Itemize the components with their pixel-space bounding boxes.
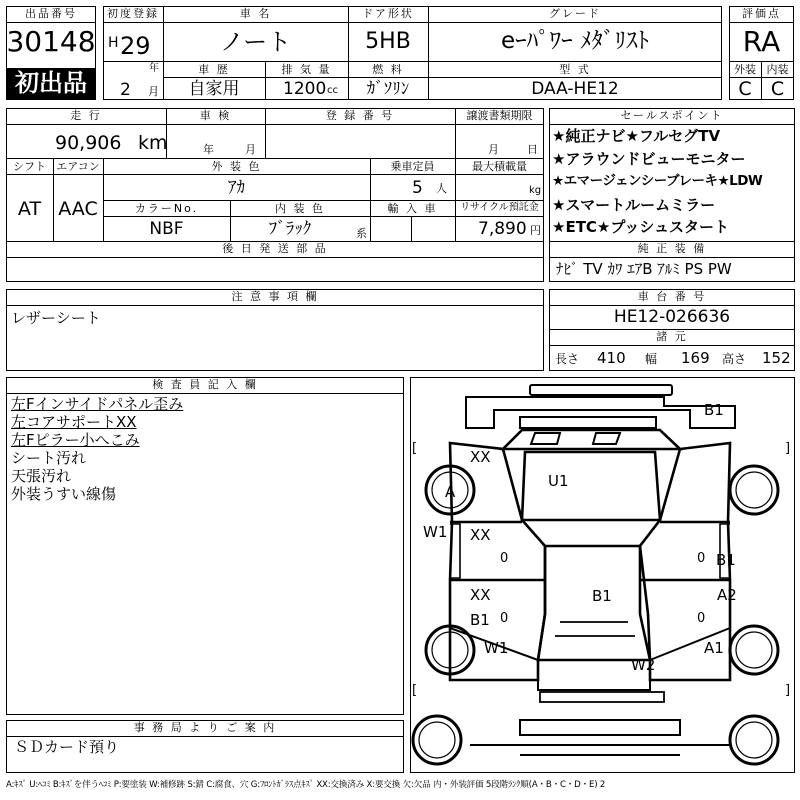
displacement-label: 排 気 量 [281,63,332,76]
shift: AT [17,198,42,220]
ext-color-label: 外 装 色 [211,160,262,173]
mark-a1: A1 [704,639,724,657]
transfer-day-unit: 日 [527,143,538,156]
era-letter: H [108,35,119,51]
length: 410 [597,349,626,367]
model-code: DAA-HE12 [531,79,619,99]
inspector-note: 天張汚れ [11,467,72,485]
width: 169 [681,349,710,367]
sales-point: ★ETC★プッシュスタート [552,218,730,236]
mileage-label: 走 行 [70,109,102,122]
door-label: ドア形状 [362,7,414,20]
inspector-label: 検 査 員 記 入 欄 [152,378,258,391]
int-color: ﾌﾞﾗｯｸ [268,219,312,239]
recycle-label: リサイクル預託金 [460,202,539,213]
int-color-suffix: 系 [356,227,367,240]
bracket-right: ] [785,441,791,456]
mark-u1: U1 [548,472,569,490]
mark-b1-center: B1 [592,587,612,605]
dims-label: 諸 元 [656,330,688,343]
grade-label: グレード [549,7,601,20]
wheel-front-right [730,626,778,674]
later-parts-label: 後 日 発 送 部 品 [222,242,328,255]
grade: eｰﾊﾟﾜｰ ﾒﾀﾞﾘｽﾄ [501,28,649,54]
front-body [450,680,730,690]
mark-w1-lower: W1 [484,639,509,657]
color-no-label: カラーNo. [134,202,199,215]
max-load-unit: kg [529,185,542,196]
mark-b1-lower: B1 [470,611,490,629]
office-label: 事 務 局 よ り ご 案 内 [133,721,277,734]
height: 152 [762,349,791,367]
lot-number: 30148 [6,25,96,58]
air-conditioner: AAC [58,198,98,220]
inspection-label: 車 検 [199,109,232,122]
equipment-list: ﾅﾋﾞ TV ｶﾜ ｴｱB ｱﾙﾐ PS PW [556,260,732,278]
wheel-rear-right [730,466,778,514]
capacity: 5 [412,178,423,198]
interior-label: 内装 [766,63,789,76]
mark-w1-left: W1 [423,523,448,541]
shift-label: シフト [13,160,46,173]
rear-glass [520,417,656,428]
capacity-label: 乗車定員 [390,160,435,173]
sales-points-label: セールスポイント [620,109,724,122]
front-grille [540,692,664,702]
displacement: 1200 [283,79,327,99]
reg-month: 2 [120,80,131,100]
bracket-left: [ [412,683,418,698]
capacity-unit: 人 [436,182,447,195]
ext-color: ｱｶ [228,178,245,198]
roof [522,452,660,520]
rear-window [503,430,680,449]
mark-a2: A2 [717,586,737,604]
color-no: NBF [149,219,184,239]
lot-number-label: 出品番号 [25,7,77,20]
door-type: 5HB [365,29,411,54]
car-name: ノート [219,28,292,56]
mark-b1-rear: B1 [704,401,724,419]
exterior-label: 外装 [734,63,756,76]
fuel: ｶﾞｿﾘﾝ [366,79,410,99]
legend: A:ｷｽﾞ U:ﾍｺﾐ B:ｷｽﾞを伴うﾍｺﾐ P:要塗装 W:補修跡 S:錆 C:腐食、穴 G:ﾌﾛﾝﾄｶﾞﾗｽ点ｷｽﾞ XX:交換済み X:要交換 欠:欠品 内・外装評価 5段階ﾗﾝｸ順(A・B・C・D・E) 2 [6,780,606,790]
sales-point: ★エマージェンシーブレーキ★LDW [552,173,763,189]
equipment-label: 純 正 装 備 [637,242,707,255]
history-label: 車 歴 [198,63,230,76]
first-listing-text: 初出品 [15,69,87,97]
import-label: 輸 入 車 [387,202,438,215]
history: 自家用 [188,79,240,99]
score-label: 評価点 [742,7,781,20]
inspector-note: 左Fピラー小へこみ [11,431,140,449]
length-label: 長さ [555,352,580,366]
overall-score: RA [742,25,781,58]
inspector-note: 左コアサポートXX [11,413,137,431]
recycle-unit: 円 [530,224,541,237]
interior-grade: C [770,78,785,100]
fuel-label: 燃 料 [372,63,404,76]
chassis-number: HE12-026636 [613,307,731,327]
max-load-label: 最大積載量 [472,160,527,173]
reg-year-unit: 年 [149,63,159,74]
mark-xx-tl: XX [470,448,491,466]
recycle-deposit: 7,890 [478,219,527,239]
width-label: 幅 [645,352,658,366]
car-name-label: 車 名 [239,7,272,20]
wheel-bottom-left [413,716,461,764]
first-reg-label: 初度登録 [107,7,159,20]
mark-zero: 0 [500,611,509,626]
inspector-note: シート汚れ [11,449,87,467]
office-text: ＳＤカード預り [14,738,120,756]
mileage-unit: km [138,132,168,154]
inspection-month-unit: 月 [245,143,256,156]
model-label: 型 式 [559,63,591,76]
mark-zero: 0 [697,611,706,626]
mark-b1-right: B1 [716,551,736,569]
mileage: 90,906 [55,132,122,154]
rear-panel [466,397,735,428]
mark-zero: 0 [697,551,706,566]
ac-label: エアコン [56,160,100,173]
mark-a-wheel: A [445,483,456,501]
sales-point: ★スマートルームミラー [552,196,716,214]
inspector-note: 左Fインサイドパネル歪み [11,395,184,413]
reg-year: 29 [120,32,151,60]
notes-label: 注 意 事 項 欄 [231,290,319,303]
wheel-bottom-right [730,716,778,764]
sales-point: ★アラウンドビューモニター [552,150,746,168]
bracket-left: [ [412,441,418,456]
transfer-docs-label: 譲渡書類期限 [466,109,533,122]
sales-point: ★純正ナビ★フルセグTV [552,127,721,145]
displacement-unit: cc [327,85,338,96]
chassis-label: 車 台 番 号 [637,290,707,303]
height-label: 高さ [722,352,747,366]
bracket-right: ] [785,683,791,698]
notes-text: レザーシート [11,309,101,327]
int-color-label: 内 装 色 [275,202,325,215]
rear-bumper [530,385,672,395]
reg-number-label: 登 録 番 号 [325,109,395,122]
mark-xx-lower: XX [470,586,491,604]
mark-zero: 0 [500,551,509,566]
inspector-note: 外装うすい線傷 [11,485,117,503]
mark-w2: W2 [631,656,656,674]
inspection-year-unit: 年 [203,143,214,156]
mark-xx-mid: XX [470,526,491,544]
transfer-month-unit: 月 [488,143,499,156]
exterior-grade: C [738,78,752,100]
reg-month-unit: 月 [148,85,159,98]
